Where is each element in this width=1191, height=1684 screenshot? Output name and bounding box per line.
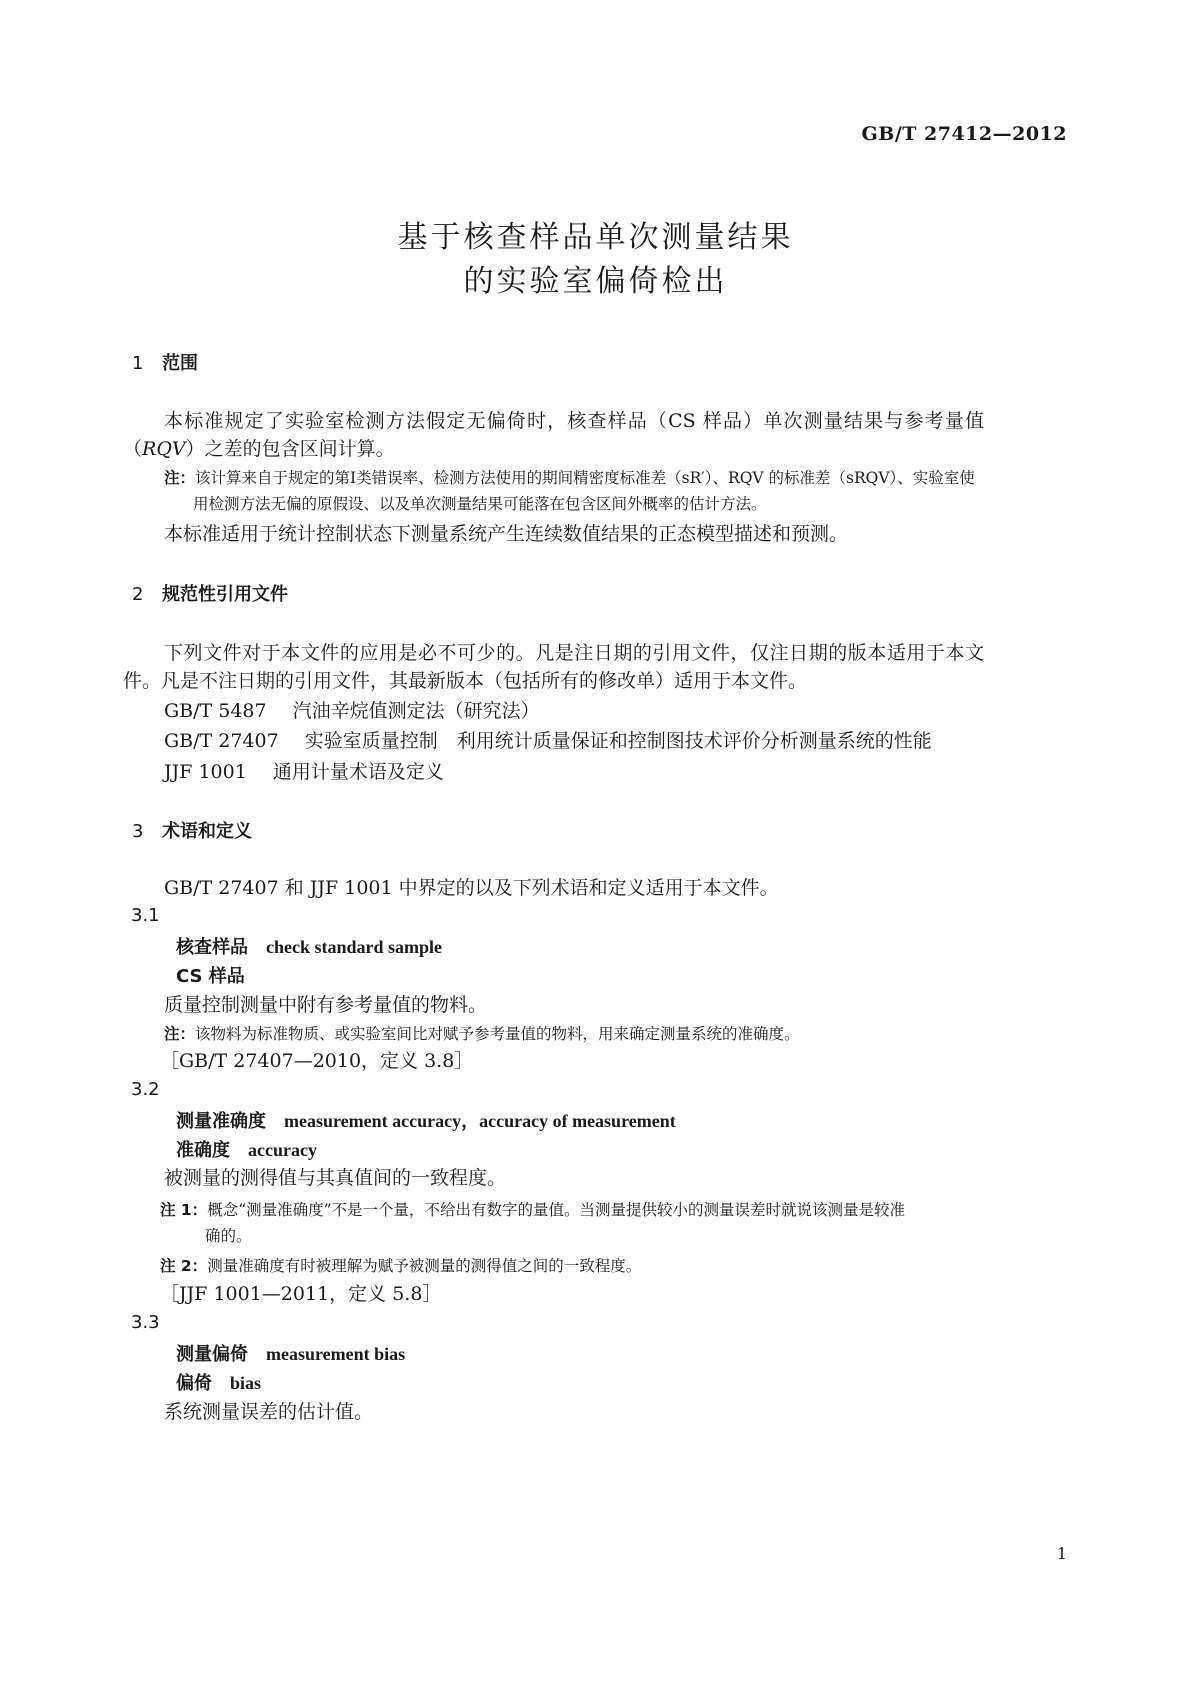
reference-title: 通用计量术语及定义 xyxy=(272,761,444,783)
section1-para1-line1: 本标准规定了实验室检测方法假定无偏倚时，核查样品（CS 样品）单次测量结果与参考量值 xyxy=(164,410,984,432)
section1-note xyxy=(164,466,975,488)
term-3-2-admitted xyxy=(176,1136,317,1162)
paren-open: （ xyxy=(123,438,143,460)
term-3-2-note2 xyxy=(160,1254,641,1276)
term-alt-zh: 偏倚 xyxy=(176,1373,212,1394)
term-number-3-3: 3.3 xyxy=(131,1312,160,1333)
document-title-line1: 基于核查样品单次测量结果 xyxy=(397,220,794,255)
section2-number: 2 xyxy=(132,584,144,605)
term-3-3-admitted xyxy=(176,1369,261,1395)
section3-title: 术语和定义 xyxy=(162,821,252,842)
term-3-1-admitted xyxy=(176,962,245,988)
term-3-1-note xyxy=(164,1022,800,1044)
section3-intro: GB/T 27407 和 JJF 1001 中界定的以及下列术语和定义适用于本文件。 xyxy=(164,877,779,899)
term-3-3-definition: 系统测量误差的估计值。 xyxy=(164,1401,374,1423)
section3-heading xyxy=(132,817,252,843)
term-alt-en: bias xyxy=(230,1373,262,1393)
term-zh: 核查样品 xyxy=(176,937,248,958)
note-text: 该物料为标准物质、或实验室间比对赋予参考量值的物料，用来确定测量系统的准确度。 xyxy=(195,1025,800,1043)
note-label: 注： xyxy=(164,1025,196,1043)
reference-code: GB/T 27407 xyxy=(164,730,279,752)
section2-heading xyxy=(132,580,288,606)
term-zh: 测量准确度 xyxy=(176,1111,266,1132)
term-number-3-1: 3.1 xyxy=(131,905,160,926)
term-en: measurement bias xyxy=(266,1344,406,1364)
section3-number: 3 xyxy=(132,821,144,842)
note-text-line1: 该计算来自于规定的第Ⅰ类错误率、检测方法使用的期间精密度标准差（sR′）、RQV 的标准差（sRQV）、实验室使 xyxy=(195,469,975,487)
reference-code: JJF 1001 xyxy=(164,761,247,783)
term-3-2-note1 xyxy=(160,1198,905,1220)
term-3-2-preferred xyxy=(176,1107,676,1133)
term-alt-en: accuracy xyxy=(248,1140,317,1160)
term-alt-zh: CS 样品 xyxy=(176,966,245,987)
para-text: ）之差的包含区间计算。 xyxy=(185,438,395,460)
reference-item xyxy=(164,757,444,784)
reference-title: 汽油辛烷值测定法（研究法） xyxy=(292,700,540,722)
term-number-3-2: 3.2 xyxy=(131,1079,160,1100)
reference-code: GB/T 5487 xyxy=(164,700,267,722)
term-3-1-definition: 质量控制测量中附有参考量值的物料。 xyxy=(164,994,488,1016)
document-title-line2: 的实验室偏倚检出 xyxy=(463,264,728,299)
note-label: 注 2： xyxy=(160,1257,208,1275)
note-label: 注 1： xyxy=(160,1201,208,1219)
section1-heading xyxy=(132,349,198,375)
term-zh: 测量偏倚 xyxy=(176,1344,248,1365)
term-en: check standard sample xyxy=(266,937,443,957)
section1-number: 1 xyxy=(132,353,144,374)
rqv-abbrev: RQV xyxy=(142,438,186,460)
term-3-2-definition: 被测量的测得值与其真值间的一致程度。 xyxy=(164,1167,507,1189)
section1-para2: 本标准适用于统计控制状态下测量系统产生连续数值结果的正态模型描述和预测。 xyxy=(164,523,849,545)
section1-title: 范围 xyxy=(162,353,198,374)
note-label: 注： xyxy=(164,469,196,487)
reference-item xyxy=(164,726,932,753)
term-3-3-preferred xyxy=(176,1340,405,1366)
section2-para-line2: 件。凡是不注日期的引用文件，其最新版本（包括所有的修改单）适用于本文件。 xyxy=(123,670,808,692)
term-3-2-note1-line2: 确的。 xyxy=(205,1227,252,1245)
section1-note-line2: 用检测方法无偏的原假设、以及单次测量结果可能落在包含区间外概率的估计方法。 xyxy=(193,495,767,513)
page-number: 1 xyxy=(1056,1544,1067,1563)
section1-para1-line2 xyxy=(123,434,395,461)
term-3-1-source: ［GB/T 27407—2010，定义 3.8］ xyxy=(160,1050,474,1072)
reference-item xyxy=(164,696,540,723)
term-3-2-source: ［JJF 1001—2011，定义 5.8］ xyxy=(160,1283,442,1305)
section2-para-line1: 下列文件对于本文件的应用是必不可少的。凡是注日期的引用文件，仅注日期的版本适用于本文 xyxy=(164,642,984,664)
section2-title: 规范性引用文件 xyxy=(162,584,288,605)
term-alt-zh: 准确度 xyxy=(176,1140,230,1161)
note-text-line1: 概念“测量准确度”不是一个量，不给出有数字的量值。当测量提供较小的测量误差时就说该测量是较准 xyxy=(207,1201,906,1219)
standard-code: GB/T 27412—2012 xyxy=(861,123,1067,145)
term-3-1-preferred xyxy=(176,933,442,959)
term-en: measurement accuracy，accuracy of measurement xyxy=(284,1111,676,1131)
note-text: 测量准确度有时被理解为赋予被测量的测得值之间的一致程度。 xyxy=(207,1257,642,1275)
reference-title: 实验室质量控制 利用统计质量保证和控制图技术评价分析测量系统的性能 xyxy=(304,730,932,752)
